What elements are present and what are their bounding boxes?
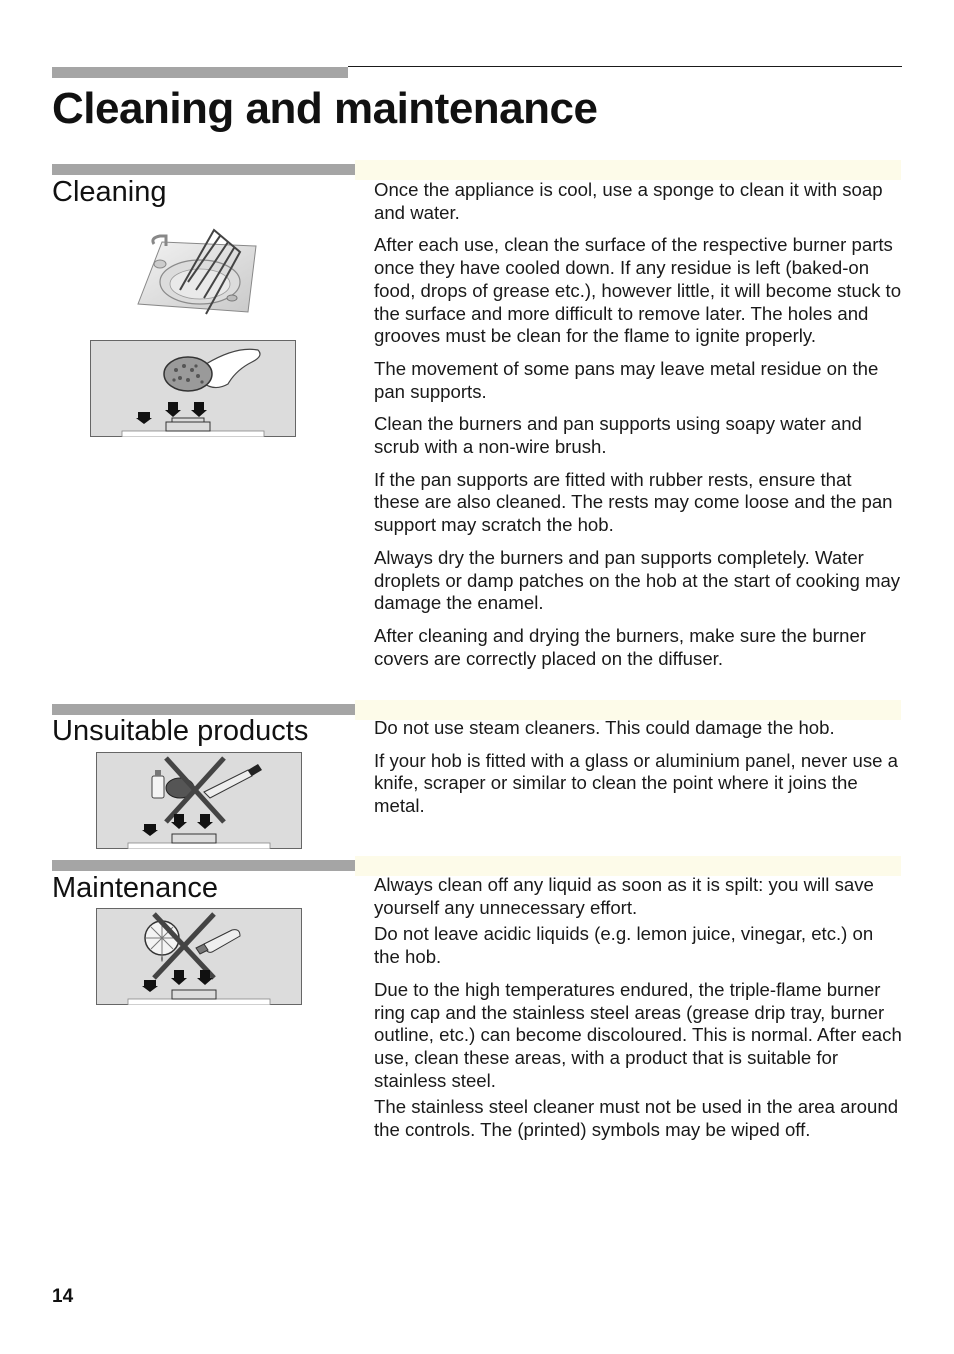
maintenance-paragraph-4: The stainless steel cleaner must not be used in the area around the controls. The (printed) symbols may be wiped off.	[374, 1096, 899, 1141]
sponge-cleaning-burner-icon	[90, 340, 296, 437]
section-tint-maintenance	[355, 856, 901, 876]
cleaning-paragraph-7: After cleaning and drying the burners, make sure the burner covers are correctly placed on the diffuser.	[374, 624, 866, 669]
section-tint-cleaning	[355, 160, 901, 180]
unsuitable-paragraph-1: Do not use steam cleaners. This could damage the hob.	[374, 717, 835, 738]
maintenance-paragraph-3: Due to the high temperatures endured, the triple-flame burner ring cap and the stainless steel areas (grease drip tray, burner outline, etc.) can become discoloured. This is normal. After each use, clean these areas, with a product that is suitable for stainless steel.	[374, 978, 902, 1091]
cleaning-paragraph-2: After each use, clean the surface of the respective burner parts once they have cooled down. If any residue is left (baked-on food, drops of grease etc.), however little, it will become stuck to the surface and more difficult to remove later. The holes and grooves must be clean for the flame to ignite properly.	[374, 234, 902, 347]
lemon-vinegar-prohibited-icon	[96, 908, 302, 1005]
cleaning-text-column	[374, 179, 902, 680]
sink-with-pan-support-icon	[136, 224, 260, 316]
maintenance-paragraph-2: Do not leave acidic liquids (e.g. lemon juice, vinegar, etc.) on the hob.	[374, 923, 874, 968]
cleaning-paragraph-5: If the pan supports are fitted with rubber rests, ensure that these are also cleaned. The rests may come loose and the pan support may scratch the hob.	[374, 468, 893, 536]
section-heading-cleaning: Cleaning	[52, 176, 167, 208]
unsuitable-text-column	[374, 717, 902, 828]
page-number: 14	[52, 1286, 74, 1307]
section-bar-maintenance	[52, 860, 355, 871]
maintenance-paragraph-1: Always clean off any liquid as soon as it is spilt: you will save yourself any unnecessary effort.	[374, 874, 874, 918]
cleaning-paragraph-1: Once the appliance is cool, use a sponge to clean it with soap and water.	[374, 179, 883, 223]
prohibited-products-cross-icon	[96, 752, 302, 849]
page-title: Cleaning and maintenance	[52, 84, 598, 133]
cleaning-paragraph-4: Clean the burners and pan supports using soapy water and scrub with a non-wire brush.	[374, 413, 862, 458]
maintenance-text-column	[374, 874, 902, 1152]
cleaning-paragraph-6: Always dry the burners and pan supports completely. Water droplets or damp patches on the hob at the start of cooking may damage the enamel.	[374, 546, 901, 614]
title-rule-bar	[52, 67, 348, 78]
cleaning-paragraph-3: The movement of some pans may leave metal residue on the pan supports.	[374, 357, 879, 402]
section-heading-unsuitable: Unsuitable products	[52, 715, 309, 747]
unsuitable-paragraph-2: If your hob is fitted with a glass or aluminium panel, never use a knife, scraper or similar to clean the point where it joins the metal.	[374, 749, 898, 817]
section-heading-maintenance: Maintenance	[52, 872, 219, 904]
section-bar-unsuitable	[52, 704, 355, 715]
title-rule-line	[348, 66, 902, 67]
section-bar-cleaning	[52, 164, 355, 175]
